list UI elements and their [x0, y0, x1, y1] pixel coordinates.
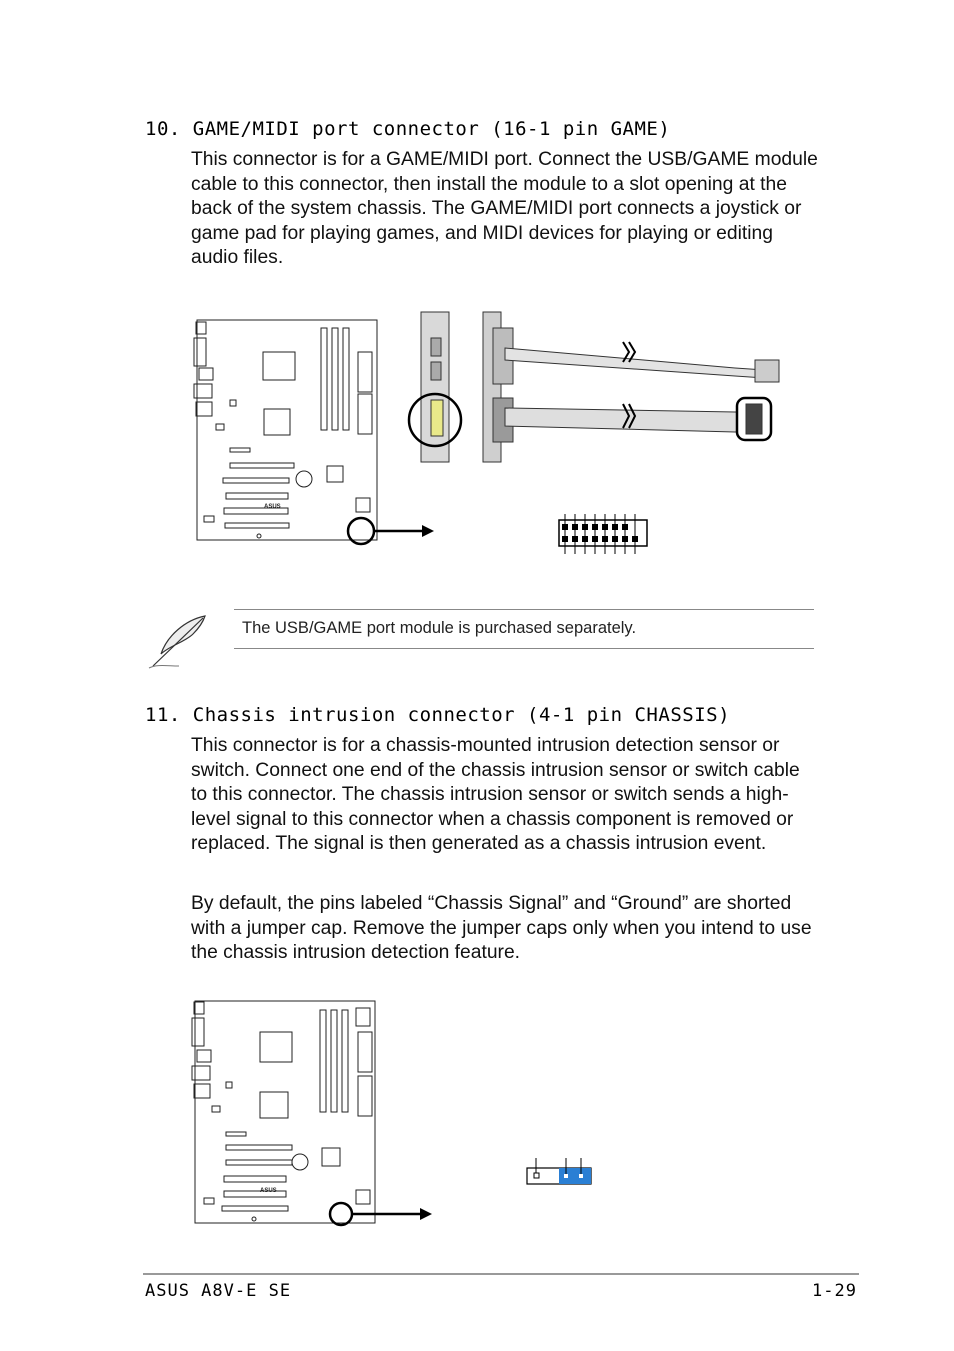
section-11-heading: 11. Chassis intrusion connector (4-1 pin CHASSIS) [145, 704, 731, 726]
section-10-paragraph: This connector is for a GAME/MIDI port. Connect the USB/GAME module cable to this connector, then install the module to a slot opening at the back of the system chassis. The GAME/MIDI port connects a joystick or game pad for playing games, and MIDI devices for playing or editing audio files. [191, 149, 818, 268]
chassis-connector-pin-header [524, 1156, 596, 1190]
jumper-cap [559, 1168, 591, 1184]
section-11-paragraph-1: This connector is for a chassis-mounted intrusion detection sensor or switch. Connect one end of the chassis intrusion sensor or switch cable to this connector. The chassis intrusion sensor or switch sends a high-level signal to this connector when a chassis component is removed or replaced. The signal is then generated as a chassis intrusion event. [191, 735, 800, 854]
board-logo: ASUS [264, 504, 281, 510]
footer-rule [143, 1273, 859, 1275]
section-10-heading: 10. GAME/MIDI port connector (16-1 pin GAME) [145, 118, 671, 140]
note-text: The USB/GAME port module is purchased separately. [242, 619, 637, 637]
footer-product-name: ASUS A8V-E SE [145, 1281, 292, 1301]
feather-pen-icon [145, 612, 211, 672]
motherboard-layout-diagram-chassis [186, 998, 446, 1226]
usb-game-module-bracket [405, 308, 785, 473]
section-11-paragraph-2: By default, the pins labeled “Chassis Signal” and “Ground” are shorted with a jumper cap. Remove the jumper caps only when you intend to use the chassis intrusion detection feature. [191, 893, 812, 963]
game-connector-pin-header [555, 512, 655, 556]
footer-page-number: 1-29 [812, 1281, 857, 1301]
note-box [234, 609, 814, 649]
board-logo-2: ASUS [260, 1188, 277, 1194]
